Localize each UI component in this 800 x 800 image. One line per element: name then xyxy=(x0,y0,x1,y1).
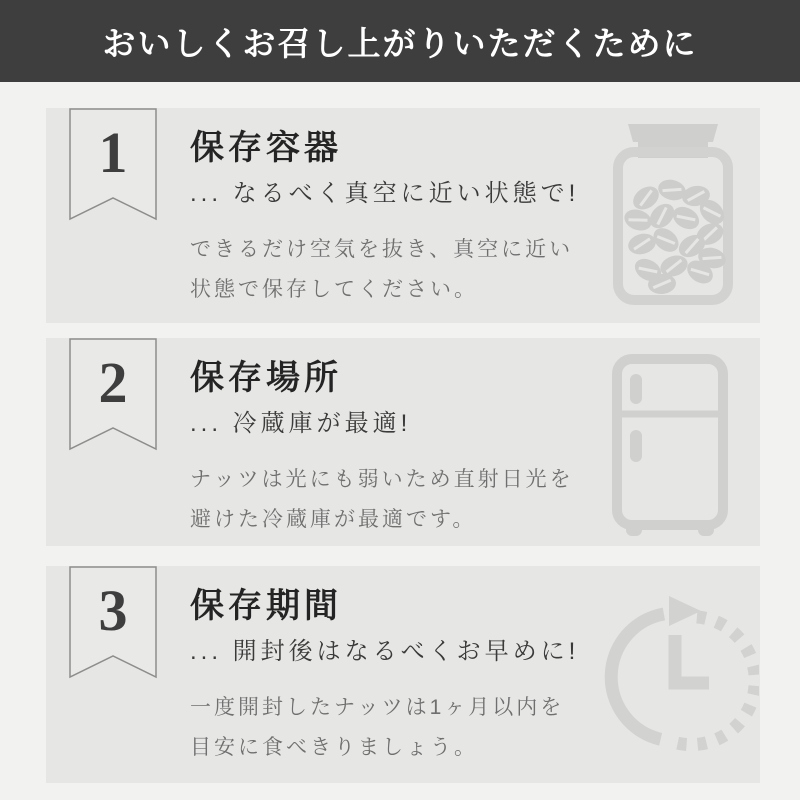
jar-of-beans-icon xyxy=(612,124,734,306)
step-number: 1 xyxy=(98,120,128,185)
step-number: 2 xyxy=(98,350,128,415)
section-subtitle: ... 開封後はなるべくお早めに! xyxy=(190,638,580,665)
step-ribbon-1 xyxy=(69,108,157,221)
section-title: 保存容器 xyxy=(190,130,342,167)
step-ribbon-3 xyxy=(69,566,157,679)
section-body: できるだけ空気を抜き、真空に近い 状態で保存してください。 xyxy=(190,238,574,301)
refrigerator-icon xyxy=(612,354,734,540)
section-storage-location xyxy=(46,338,760,546)
section-title: 保存期間 xyxy=(190,588,342,625)
section-title: 保存場所 xyxy=(190,360,342,397)
section-storage-period xyxy=(46,566,760,783)
step-ribbon-2 xyxy=(69,338,157,451)
page-title: おいしくお召し上がりいただくために xyxy=(102,26,698,63)
clock-arrow-icon xyxy=(595,595,759,759)
section-body: ナッツは光にも弱いため直射日光を 避けた冷蔵庫が最適です。 xyxy=(190,468,574,531)
section-subtitle: ... 冷蔵庫が最適! xyxy=(190,410,412,437)
coffee-beans xyxy=(621,177,729,295)
step-number: 3 xyxy=(98,578,128,643)
section-subtitle: ... なるべく真空に近い状態で! xyxy=(190,180,580,207)
page-header xyxy=(0,0,800,82)
section-storage-container xyxy=(46,108,760,323)
section-body: 一度開封したナッツは1ヶ月以内を 目安に食べきりましょう。 xyxy=(190,696,565,759)
